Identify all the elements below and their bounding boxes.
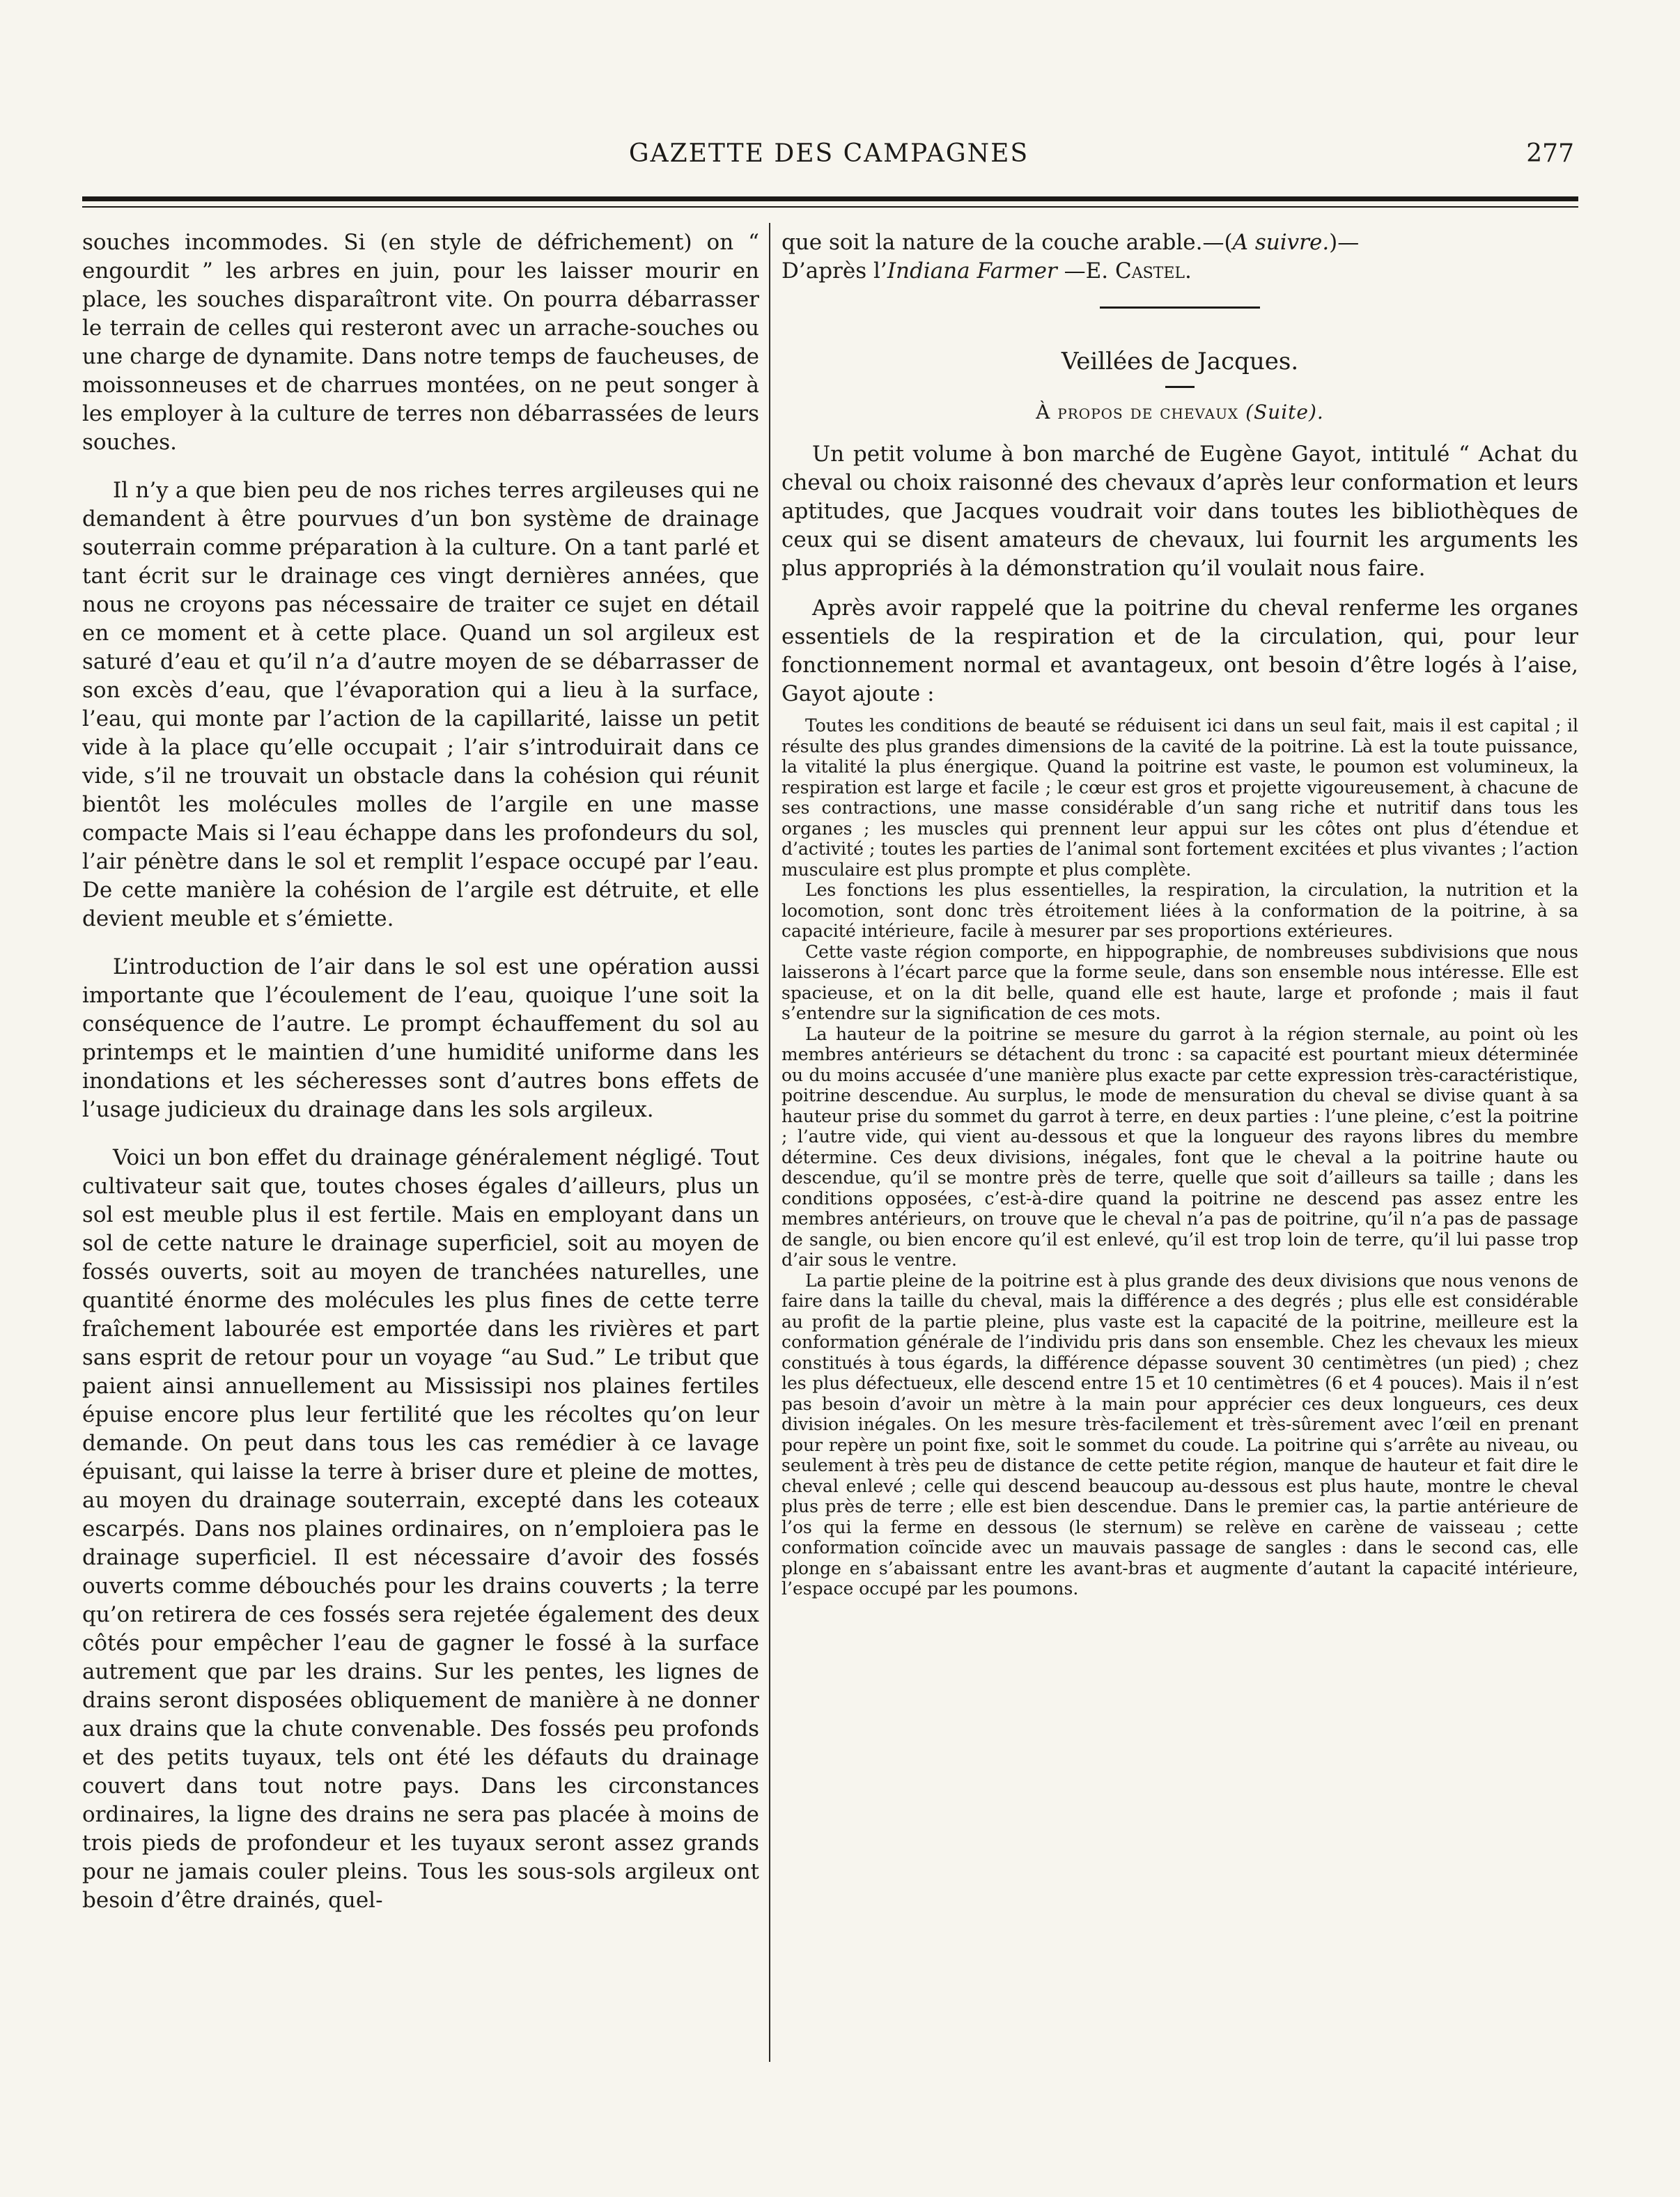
page-header [84, 137, 1574, 178]
section-title: Veillées de Jacques. [1061, 348, 1299, 375]
title-rule [1165, 386, 1195, 388]
article-separator [1100, 306, 1260, 309]
page-number: 277 [1526, 139, 1574, 168]
left-column [82, 228, 759, 2067]
page-title: GAZETTE DES CAMPAGNES [628, 139, 1029, 168]
left-paragraph-4: Voici un bon effet du drainage généralement négligé. Tout cultivateur sait que, toutes choses égales d’ailleurs, plus un sol est meuble plus il est fertile. Mais en employant dans un sol de cette nature le drainage superficiel, soit au moyen de fossés ouverts, soit au moyen de tranchées naturelles, une quantité énorme des molécules les plus fines de cette terre fraîchement labourée est emportée dans les rivières et part sans esprit de retour pour un voyage “au Sud.” Le tribut que paient ainsi annuellement au Mississipi nos plaines fertiles épuise encore plus leur fertilité que les récoltes qu’on leur demande. On peut dans tous les cas remédier à ce lavage épuisant, qui laisse la terre à briser dure et pleine de mottes, au moyen du drainage souterrain, excepté dans les coteaux escarpés. Dans nos plaines ordinaires, on n’emploiera pas le drainage superficiel. Il est nécessaire d’avoir des fossés ouverts comme débouchés pour les drains couverts ; la terre qu’on retirera de ces fossés sera rejetée également des deux côtés pour empêcher l’eau de gagner le fossé à la surface autrement que par les drains. Sur les pentes, les lignes de drains seront disposées obliquement de manière à ne donner aux drains que la chute convenable. Des fossés peu profonds et des petits tuyaux, tels ont été les défauts du drainage couvert dans tout notre pays. Dans les circonstances ordinaires, la ligne des drains ne sera pas placée à moins de trois pieds de profondeur et les tuyaux seront assez grands pour ne jamais couler pleins. Tous les sous-sols argileux ont besoin d’être drainés, quel- [82, 1145, 759, 1913]
column-divider [769, 223, 770, 2062]
right-column [781, 228, 1578, 2067]
right-paragraph-1: Un petit volume à bon marché de Eugène Gayot, intitulé “ Achat du cheval ou choix raisonné des chevaux d’après leur conformation et leurs aptitudes, que Jacques voudrait voir dans toutes les bibliothèques de ceux qui se disent amateurs de chevaux, lui fournit les arguments les plus appropriés à la démonstration qu’il voulait nous faire. [781, 442, 1578, 581]
left-paragraph-3: L’introduction de l’air dans le sol est une opération aussi importante que l’écoulement de l’eau, quoique l’une soit la conséquence de l’autre. Le prompt échauffement du sol au printemps et le maintien d’une humidité uniforme dans les inondations et les sécheresses sont d’autres bons effets de l’usage judicieux du drainage dans les sols argileux. [82, 954, 759, 1122]
left-paragraph-2: Il n’y a que bien peu de nos riches terres argileuses qui ne demandent à être pourvues d’un bon système de drainage souterrain comme préparation à la culture. On a tant parlé et tant écrit sur le drainage ces vingt dernières années, que nous ne croyons pas nécessaire de traiter ce sujet en détail en ce moment et à cette place. Quand un sol argileux est saturé d’eau et qu’il n’a d’autre moyen de se débarrasser de son excès d’eau, que l’évaporation qui a lieu à la surface, l’eau, qui monte par l’action de la capillarité, laisse un petit vide à la place qu’elle occupait ; l’air s’introduirait dans ce vide, s’il ne trouvait un obstacle dans la cohésion qui réunit bientôt les molécules molles de l’argile en une masse compacte Mais si l’eau échappe dans les profondeurs du sol, l’air pénètre dans le sol et remplit l’espace occupé par l’eau. De cette manière la cohésion de l’argile est détruite, et elle devient meuble et s’émiette. [82, 478, 759, 931]
header-rule-thin [82, 206, 1578, 208]
quote-paragraph-5: La partie pleine de la poitrine est à plus grande des deux divisions que nous venons de faire dans la taille du cheval, mais la différence a des degrés ; plus elle est considérable au profit de la partie pleine, plus vaste est la capacité de la poitrine, meilleure est la conformation générale de l’individu pris dans son ensemble. Chez les chevaux les mieux constitués à tous égards, la différence dépasse souvent 30 centimètres (un pied) ; chez les plus défectueux, elle descend entre 15 et 10 centimètres (6 et 4 pouces). Mais il n’est pas besoin d’avoir un mètre à la main pour apprécier ces deux longueurs, ces deux division inégales. On les mesure très-facilement et très-sûrement avec l’œil en prenant pour repère un point fixe, soit le sommet du coude. La poitrine qui s’arrête au niveau, ou seulement à très peu de distance de cette petite région, manque de hauteur et fait dire le cheval enlevé ; celle qui descend beaucoup au-dessous est plus haute, montre le cheval plus près de terre ; elle est bien descendue. Dans le premier cas, la partie antérieure de l’os qui la ferme en dessous (le sternum) se relève en carène de vaisseau ; cette conformation coïncide avec un mauvais passage de sangles : dans le second cas, elle plonge en s’abaissant entre les avant-bras et augmente d’autant la capacité intérieure, l’espace occupé par les poumons. [781, 1270, 1578, 1599]
article-ending: que soit la nature de la couche arable.—(A suivre.)— D’après l’Indiana Farmer —E. Castel. [781, 230, 1360, 284]
quote-paragraph-2: Les fonctions les plus essentielles, la respiration, la circulation, la nutrition et la locomotion, sont donc très étroitement liées à la conformation de la poitrine, à sa capacité intérieure, facile à mesurer par ses proportions extérieures. [781, 880, 1578, 941]
quote-paragraph-3: Cette vaste région comporte, en hippographie, de nombreuses subdivisions que nous laisserons à l’écart parce que la forme seule, dans son ensemble nous intéresse. Elle est spacieuse, et on la dit belle, quand elle est haute, large et profonde ; mais il faut s’entendre sur la signification de ces mots. [781, 941, 1578, 1023]
left-paragraph-1: souches incommodes. Si (en style de défrichement) on “ engourdit ” les arbres en juin, pour les laisser mourir en place, les souches disparaîtront vite. On pourra débarrasser le terrain de celles qui resteront avec un arrache-souches ou une charge de dynamite. Dans notre temps de faucheuses, de moissonneuses et de charrues montées, on ne peut songer à les employer à la culture de terres non débarrassées de leurs souches. [82, 230, 759, 455]
quoted-passage [781, 715, 1578, 1599]
section-subtitle: À propos de chevaux (Suite). [1036, 401, 1324, 424]
right-paragraph-2: Après avoir rappelé que la poitrine du cheval renferme les organes essentiels de la respiration et de la circulation, qui, pour leur fonctionnement normal et avantageux, ont besoin d’être logés à l’aise, Gayot ajoute : [781, 596, 1578, 706]
quote-paragraph-4: La hauteur de la poitrine se mesure du garrot à la région sternale, au point où les membres antérieurs se détachent du tronc : sa capacité est pourtant mieux déterminée ou du moins accusée d’une manière plus exacte par cette expression très-caractéristique, poitrine descendue. Au surplus, le mode de mensuration du cheval se divise quant à sa hauteur prise du sommet du garrot à terre, en deux parties : l’une pleine, c’est la poitrine ; l’autre vide, qui vient au-dessous et que la longueur des rayons libres du membre détermine. Ces deux divisions, inégales, font que le cheval a la poitrine haute ou descendue, qu’il se montre près de terre, quelle que soit d’ailleurs sa taille ; dans les conditions opposées, c’est-à-dire quand la poitrine ne descend pas assez entre les membres antérieurs, on trouve que le cheval n’a pas de poitrine, qu’il n’a pas de passage de sangle, ou bien encore qu’il est enlevé, qu’il est trop loin de terre, qu’il lui passe trop d’air sous le ventre. [781, 1023, 1578, 1270]
header-rule-thick [82, 196, 1578, 201]
quote-paragraph-1: Toutes les conditions de beauté se réduisent ici dans un seul fait, mais il est capital ; il résulte des plus grandes dimensions de la cavité de la poitrine. Là est la toute puissance, la vitalité la plus énergique. Quand la poitrine est vaste, le poumon est volumineux, la respiration est large et facile ; le cœur est gros et projette vigoureusement, à chacune de ses contractions, une masse considérable d’un sang riche et nutritif dans tous les organes ; les muscles qui prennent leur appui sur les côtes ont plus d’étendue et d’activité ; toutes les parties de l’animal sont fortement excitées et plus vivantes ; l’action musculaire est plus prompte et plus complète. [781, 715, 1578, 880]
